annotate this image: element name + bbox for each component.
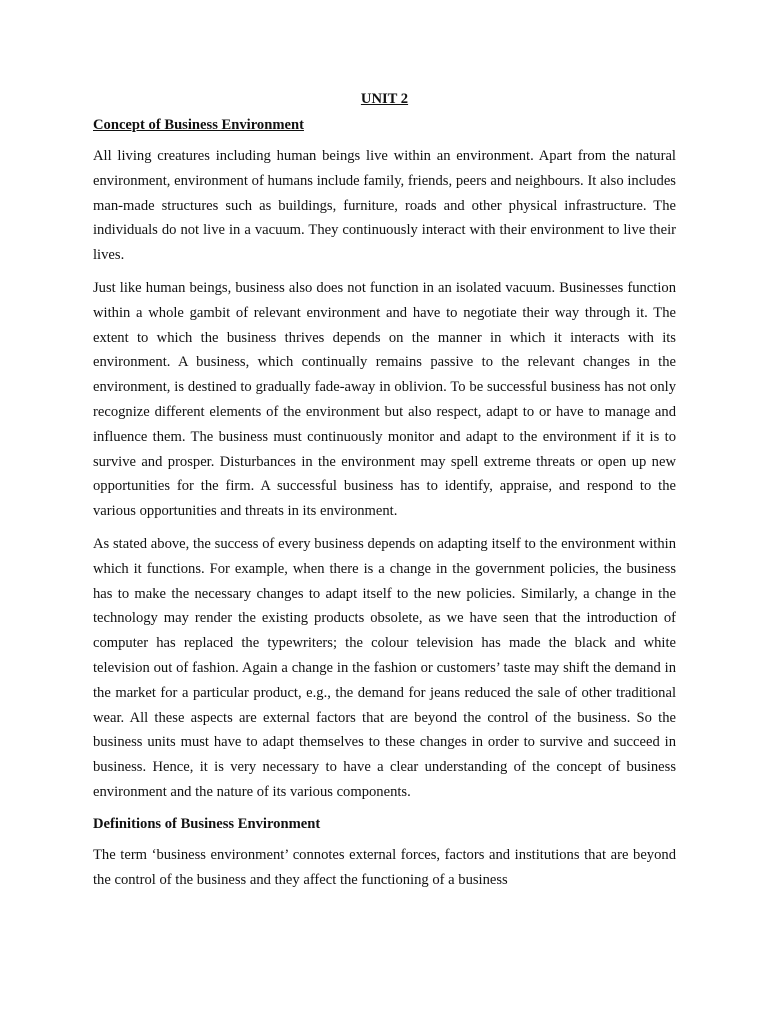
section-heading-definitions: Definitions of Business Environment xyxy=(93,815,321,832)
paragraph-term-definition: The term ‘business environment’ connotes external forces, factors and institutions that are beyond the control of the business and they affect the functioning of a business xyxy=(93,846,676,888)
document-page xyxy=(93,88,676,900)
unit-title: UNIT 2 xyxy=(360,91,409,107)
paragraph-living-creatures: All living creatures including human beings live within an environment. Apart from the natural environment, environment of humans include family, friends, peers and neighbours. It also includes man-made structures such as buildings, furniture, roads and other physical infrastructure. The individuals do not live in a vacuum. They continuously interact with their environment to live their lives. xyxy=(93,148,676,264)
section-heading-concept: Concept of Business Environment xyxy=(93,117,304,133)
paragraph-business-vacuum: Just like human beings, business also does not function in an isolated vacuum. Businesses function within a whole gambit of relevant environment and have to negotiate their way through it. The extent to which the business thrives depends on the manner in which it interacts with its environment. A business, which continually remains passive to the relevant changes in the environment, is destined to gradually fade-away in oblivion. To be successful business has not only recognize different elements of the environment but also respect, adapt to or have to manage and influence them. The business must continuously monitor and adapt to the environment if it is to survive and prosper. Disturbances in the environment may spell extreme threats or open up new opportunities for the firm. A successful business has to identify, appraise, and respond to the various opportunities and threats in its environment. xyxy=(93,279,676,520)
paragraph-success-adapting: As stated above, the success of every business depends on adapting itself to the environment within which it functions. For example, when there is a change in the government policies, the business has to make the necessary changes to adapt itself to the new policies. Similarly, a change in the technology may render the existing products obsolete, as we have seen that the introduction of computer has replaced the typewriters; the colour television has made the black and white television out of fashion. Again a change in the fashion or customers’ taste may shift the demand in the market for a particular product, e.g., the demand for jeans reduced the sale of other traditional wear. All these aspects are external factors that are beyond the control of the business. So the business units must have to adapt themselves to these changes in order to survive and succeed in business. Hence, it is very necessary to have a clear understanding of the concept of business environment and the nature of its various components. xyxy=(93,535,676,800)
